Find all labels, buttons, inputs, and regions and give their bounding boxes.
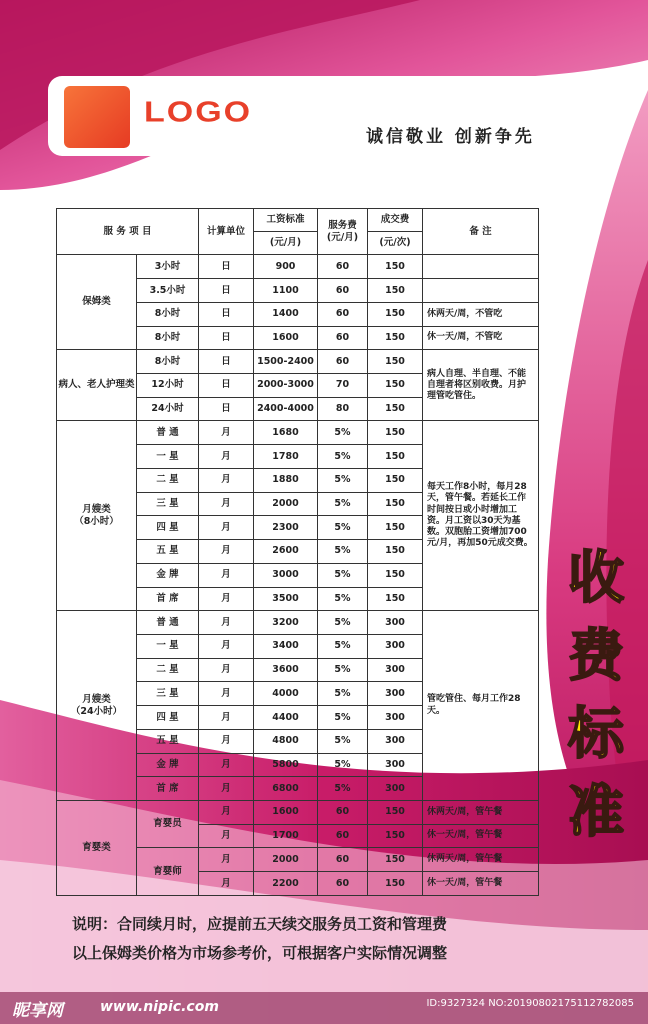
header-deal-fee: 成交费 <box>368 209 423 232</box>
unit-cell: 月 <box>199 516 254 540</box>
deal-fee-cell: 150 <box>368 848 423 872</box>
wage-cell: 3600 <box>254 658 318 682</box>
service-fee-cell: 60 <box>318 824 368 848</box>
sub-item-cell: 首 席 <box>137 587 199 611</box>
service-fee-cell: 5% <box>318 492 368 516</box>
unit-cell: 月 <box>199 563 254 587</box>
deal-fee-cell: 300 <box>368 611 423 635</box>
explanation <box>72 910 447 968</box>
sub-item-cell: 3.5小时 <box>137 279 199 303</box>
wage-cell: 1880 <box>254 468 318 492</box>
service-fee-cell: 5% <box>318 468 368 492</box>
wage-cell: 1680 <box>254 421 318 445</box>
service-fee-cell: 5% <box>318 587 368 611</box>
deal-fee-cell: 300 <box>368 729 423 753</box>
service-fee-cell: 60 <box>318 848 368 872</box>
watermark-url: www.nipic.com <box>100 999 219 1015</box>
header-unit: 计算单位 <box>199 209 254 255</box>
table-row <box>57 421 539 445</box>
wage-cell: 2600 <box>254 540 318 564</box>
deal-fee-cell: 150 <box>368 468 423 492</box>
deal-fee-cell: 150 <box>368 255 423 279</box>
logo-text: LOGO <box>144 96 253 129</box>
sub-item-cell: 普 通 <box>137 611 199 635</box>
deal-fee-cell: 150 <box>368 516 423 540</box>
wage-cell: 2400-4000 <box>254 397 318 421</box>
service-fee-cell: 5% <box>318 421 368 445</box>
unit-cell: 月 <box>199 445 254 469</box>
service-fee-cell: 5% <box>318 729 368 753</box>
deal-fee-cell: 150 <box>368 350 423 374</box>
table-row <box>57 350 539 374</box>
infant-staff-cell: 育婴员 <box>137 800 199 847</box>
header-wage-unit: (元/月) <box>254 232 318 255</box>
remark-cell: 休两天/周，管午餐 <box>423 800 539 824</box>
wage-cell: 1700 <box>254 824 318 848</box>
remark-cell <box>423 279 539 303</box>
wage-cell: 5800 <box>254 753 318 777</box>
table-header-row <box>57 209 539 232</box>
wage-cell: 3500 <box>254 587 318 611</box>
deal-fee-cell: 150 <box>368 279 423 303</box>
sub-item-cell: 12小时 <box>137 374 199 398</box>
group-infant: 育婴类 <box>57 800 137 895</box>
header-service-item: 服 务 项 目 <box>57 209 199 255</box>
explanation-line: 以上保姆类价格为市场参考价，可根据客户实际情况调整 <box>72 944 448 962</box>
unit-cell: 月 <box>199 777 254 801</box>
wage-cell: 2000-3000 <box>254 374 318 398</box>
sub-item-cell: 三 星 <box>137 682 199 706</box>
big-title-char: 收 <box>568 546 624 611</box>
sub-item-cell: 五 星 <box>137 729 199 753</box>
service-fee-cell: 5% <box>318 540 368 564</box>
remark-cell: 休一天/周，不管吃 <box>423 326 539 350</box>
group-label: 月嫂类 <box>82 693 111 705</box>
big-title-char: 准 <box>568 780 624 845</box>
wage-cell: 3000 <box>254 563 318 587</box>
wage-cell: 4000 <box>254 682 318 706</box>
sub-item-cell: 8小时 <box>137 302 199 326</box>
group-yuesao-8h <box>57 421 137 611</box>
service-fee-cell: 60 <box>318 350 368 374</box>
group-sublabel: （8小时） <box>74 515 119 527</box>
deal-fee-cell: 300 <box>368 682 423 706</box>
header-service-fee-label: 服务费 <box>328 219 357 231</box>
service-fee-cell: 5% <box>318 777 368 801</box>
unit-cell: 月 <box>199 468 254 492</box>
big-title <box>558 540 634 852</box>
table-row <box>57 800 539 824</box>
unit-cell: 月 <box>199 634 254 658</box>
deal-fee-cell: 150 <box>368 302 423 326</box>
unit-cell: 月 <box>199 682 254 706</box>
deal-fee-cell: 150 <box>368 540 423 564</box>
wage-cell: 3400 <box>254 634 318 658</box>
wage-cell: 1100 <box>254 279 318 303</box>
unit-cell: 月 <box>199 800 254 824</box>
sub-item-cell: 三 星 <box>137 492 199 516</box>
service-fee-cell: 5% <box>318 445 368 469</box>
service-fee-cell: 5% <box>318 682 368 706</box>
deal-fee-cell: 150 <box>368 445 423 469</box>
deal-fee-cell: 300 <box>368 753 423 777</box>
sub-item-cell: 四 星 <box>137 706 199 730</box>
wage-cell: 4400 <box>254 706 318 730</box>
unit-cell: 日 <box>199 326 254 350</box>
deal-fee-cell: 150 <box>368 374 423 398</box>
sub-item-cell: 24小时 <box>137 397 199 421</box>
deal-fee-cell: 300 <box>368 658 423 682</box>
deal-fee-cell: 300 <box>368 634 423 658</box>
deal-fee-cell: 300 <box>368 777 423 801</box>
unit-cell: 月 <box>199 872 254 896</box>
sub-item-cell: 8小时 <box>137 326 199 350</box>
wage-cell: 4800 <box>254 729 318 753</box>
header-service-fee-unit: (元/月) <box>326 231 359 243</box>
deal-fee-cell: 150 <box>368 824 423 848</box>
slogan: 诚信敬业 创新争先 <box>366 127 535 147</box>
unit-cell: 月 <box>199 706 254 730</box>
header-deal-fee-unit: (元/次) <box>368 232 423 255</box>
wage-cell: 6800 <box>254 777 318 801</box>
infant-master-cell: 育婴师 <box>137 848 199 896</box>
wage-cell: 1600 <box>254 800 318 824</box>
remark-cell: 病人自理、半自理、不能自理者将区别收费。月护理管吃管住。 <box>423 350 539 421</box>
service-fee-cell: 5% <box>318 611 368 635</box>
unit-cell: 日 <box>199 302 254 326</box>
service-fee-cell: 70 <box>318 374 368 398</box>
fee-table <box>56 208 539 896</box>
service-fee-cell: 60 <box>318 326 368 350</box>
unit-cell: 月 <box>199 492 254 516</box>
remark-cell: 休一天/周，管午餐 <box>423 824 539 848</box>
service-fee-cell: 80 <box>318 397 368 421</box>
sub-item-cell: 金 牌 <box>137 563 199 587</box>
remark-cell: 管吃管住、每月工作28天。 <box>423 611 539 801</box>
wage-cell: 2200 <box>254 872 318 896</box>
explanation-line: 说明：合同续月时，应提前五天续交服务员工资和管理费 <box>72 915 448 933</box>
unit-cell: 日 <box>199 397 254 421</box>
remark-cell: 每天工作8小时，每月28天，管午餐。若延长工作时间按日或小时增加工资。月工资以30天为基数。双胞胎工资增加700元/月，再加50元成交费。 <box>423 421 539 611</box>
header-service-fee <box>318 209 368 255</box>
unit-cell: 月 <box>199 753 254 777</box>
unit-cell: 月 <box>199 421 254 445</box>
wage-cell: 1500-2400 <box>254 350 318 374</box>
service-fee-cell: 60 <box>318 872 368 896</box>
watermark-brand: 昵享网 <box>12 1001 63 1021</box>
unit-cell: 月 <box>199 611 254 635</box>
deal-fee-cell: 150 <box>368 492 423 516</box>
service-fee-cell: 60 <box>318 302 368 326</box>
unit-cell: 月 <box>199 587 254 611</box>
unit-cell: 日 <box>199 374 254 398</box>
sub-item-cell: 普 通 <box>137 421 199 445</box>
table-row <box>57 611 539 635</box>
big-title-char: 费 <box>568 624 624 689</box>
unit-cell: 日 <box>199 255 254 279</box>
wage-cell: 900 <box>254 255 318 279</box>
wage-cell: 2300 <box>254 516 318 540</box>
sub-item-cell: 一 星 <box>137 634 199 658</box>
unit-cell: 月 <box>199 729 254 753</box>
deal-fee-cell: 150 <box>368 800 423 824</box>
sub-item-cell: 五 星 <box>137 540 199 564</box>
service-fee-cell: 5% <box>318 658 368 682</box>
remark-cell: 休一天/周，管午餐 <box>423 872 539 896</box>
deal-fee-cell: 150 <box>368 326 423 350</box>
unit-cell: 月 <box>199 848 254 872</box>
logo-square-icon <box>64 86 130 148</box>
sub-item-cell: 8小时 <box>137 350 199 374</box>
wage-cell: 1600 <box>254 326 318 350</box>
remark-cell: 休两天/周，管午餐 <box>423 848 539 872</box>
service-fee-cell: 60 <box>318 279 368 303</box>
service-fee-cell: 60 <box>318 255 368 279</box>
remark-cell <box>423 255 539 279</box>
group-nanny: 保姆类 <box>57 255 137 350</box>
service-fee-cell: 5% <box>318 634 368 658</box>
header-wage: 工资标准 <box>254 209 318 232</box>
unit-cell: 日 <box>199 350 254 374</box>
header-remark: 备 注 <box>423 209 539 255</box>
remark-cell: 休两天/周，不管吃 <box>423 302 539 326</box>
deal-fee-cell: 150 <box>368 563 423 587</box>
wage-cell: 2000 <box>254 492 318 516</box>
sub-item-cell: 一 星 <box>137 445 199 469</box>
unit-cell: 月 <box>199 658 254 682</box>
deal-fee-cell: 150 <box>368 397 423 421</box>
sub-item-cell: 二 星 <box>137 658 199 682</box>
table-row <box>57 255 539 279</box>
wage-cell: 3200 <box>254 611 318 635</box>
group-label: 月嫂类 <box>82 503 111 515</box>
deal-fee-cell: 150 <box>368 587 423 611</box>
deal-fee-cell: 150 <box>368 872 423 896</box>
sub-item-cell: 首 席 <box>137 777 199 801</box>
group-yuesao-24h <box>57 611 137 801</box>
unit-cell: 月 <box>199 540 254 564</box>
sub-item-cell: 3小时 <box>137 255 199 279</box>
deal-fee-cell: 300 <box>368 706 423 730</box>
sub-item-cell: 二 星 <box>137 468 199 492</box>
service-fee-cell: 5% <box>318 563 368 587</box>
group-patient-care: 病人、老人护理类 <box>57 350 137 421</box>
service-fee-cell: 5% <box>318 516 368 540</box>
unit-cell: 月 <box>199 824 254 848</box>
wage-cell: 1780 <box>254 445 318 469</box>
service-fee-cell: 60 <box>318 800 368 824</box>
sub-item-cell: 四 星 <box>137 516 199 540</box>
sub-item-cell: 金 牌 <box>137 753 199 777</box>
watermark-id: ID:9327324 NO:20190802175112782085 <box>426 998 634 1009</box>
wage-cell: 1400 <box>254 302 318 326</box>
wage-cell: 2000 <box>254 848 318 872</box>
unit-cell: 日 <box>199 279 254 303</box>
group-sublabel: （24小时） <box>70 705 123 717</box>
big-title-char: 标 <box>568 702 624 767</box>
service-fee-cell: 5% <box>318 753 368 777</box>
deal-fee-cell: 150 <box>368 421 423 445</box>
service-fee-cell: 5% <box>318 706 368 730</box>
